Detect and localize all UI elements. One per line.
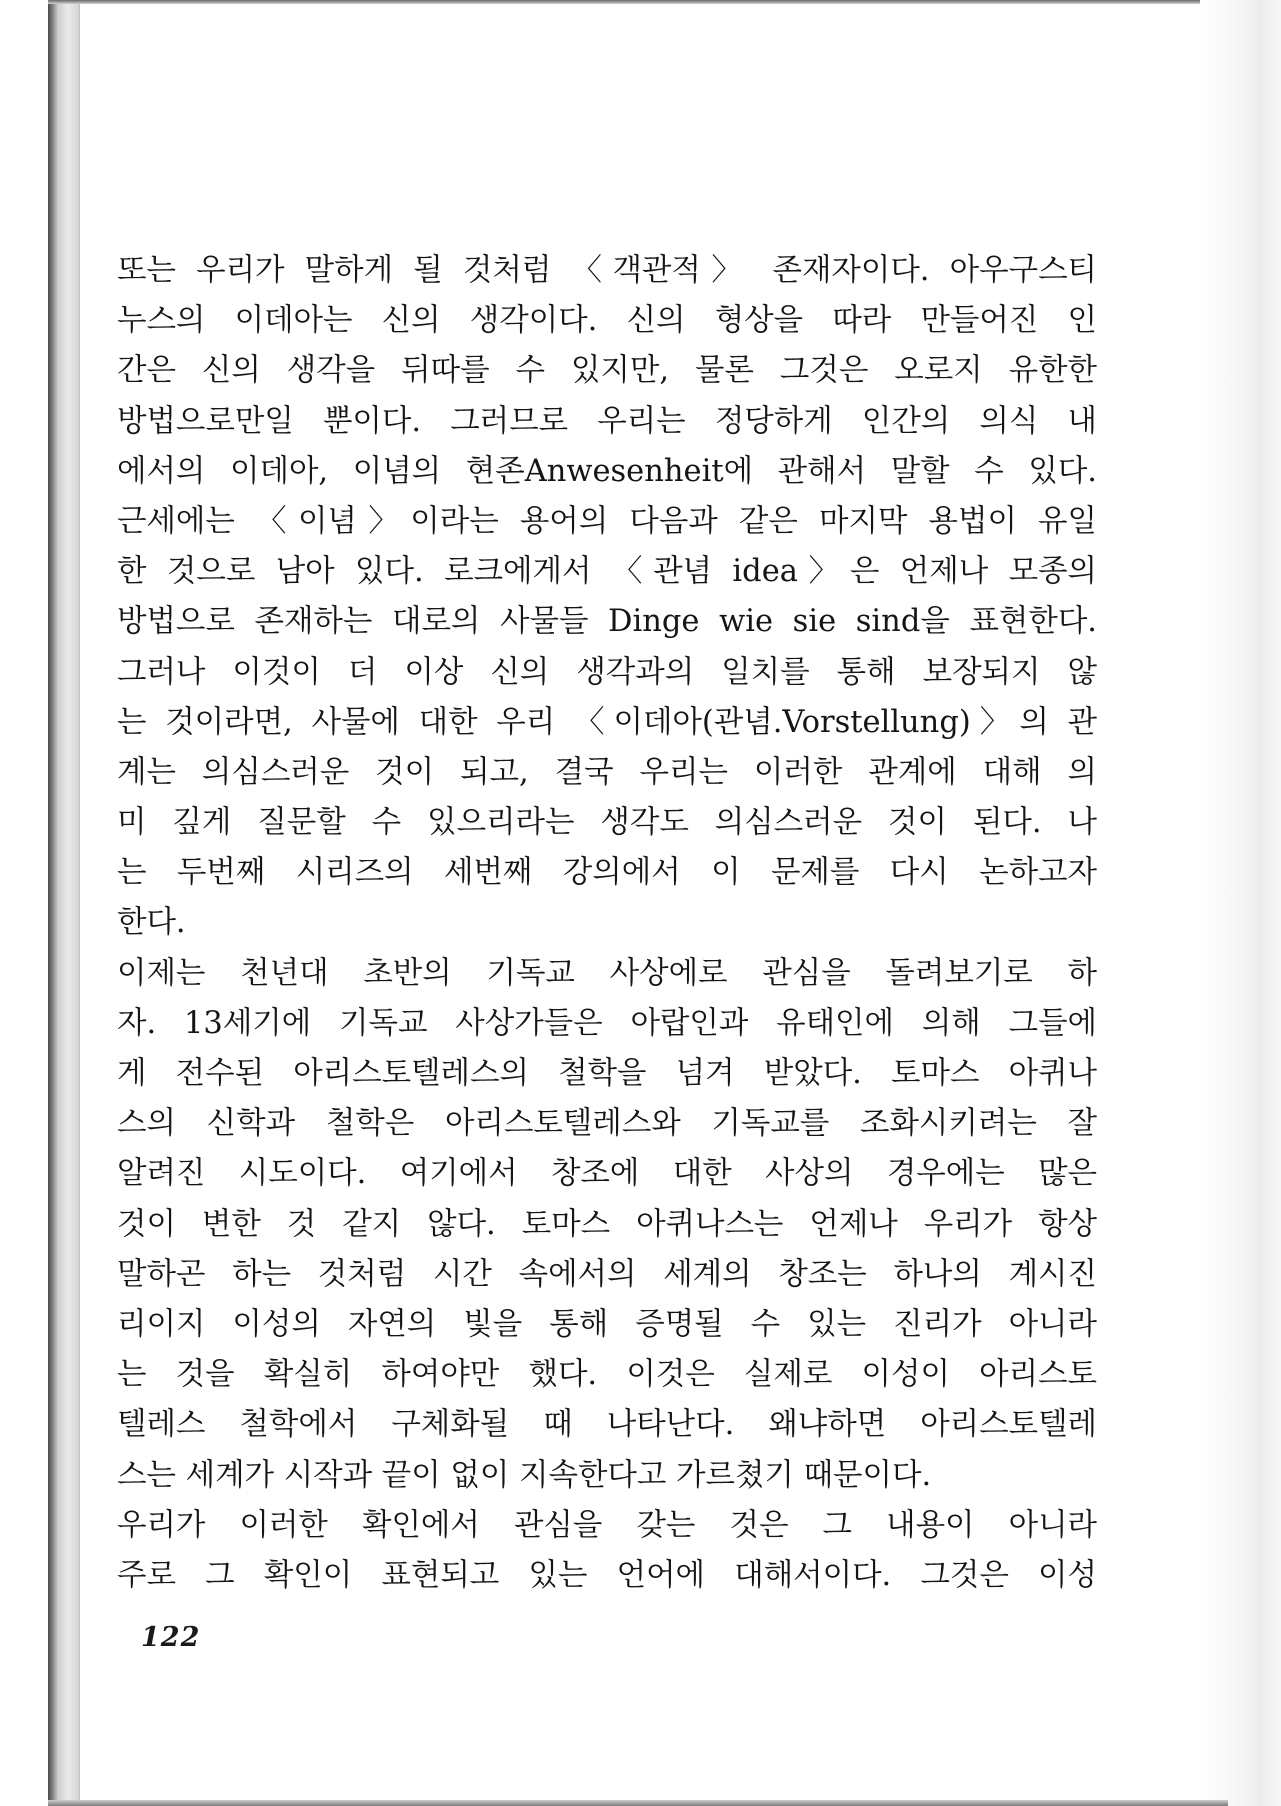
text-line: 근세에는 〈이념〉이라는 용어의 다음과 같은 마지막 용법이 유일 (117, 503, 1097, 539)
text-line: 계는 의심스러운 것이 되고, 결국 우리는 이러한 관계에 대해 의 (117, 754, 1097, 790)
text-line: 주로 그 확인이 표현되고 있는 언어에 대해서이다. 그것은 이성 (117, 1557, 1097, 1593)
text-line: 누스의 이데아는 신의 생각이다. 신의 형상을 따라 만들어진 인 (117, 303, 1097, 339)
text-line-paragraph-start: 이제는 천년대 초반의 기독교 사상에로 관심을 돌려보기로 하 (117, 955, 1097, 991)
text-line: 에서의 이데아, 이념의 현존Anwesenheit에 관해서 말할 수 있다. (117, 453, 1097, 489)
text-line: 간은 신의 생각을 뒤따를 수 있지만, 물론 그것은 오로지 유한한 (117, 353, 1097, 389)
text-line: 것이 변한 것 같지 않다. 토마스 아퀴나스는 언제나 우리가 항상 (117, 1206, 1097, 1242)
text-line: 미 깊게 질문할 수 있으리라는 생각도 의심스러운 것이 된다. 나 (117, 805, 1097, 841)
text-line: 한 것으로 남아 있다. 로크에게서 〈관념 idea〉은 언제나 모종의 (117, 554, 1097, 590)
text-line: 는 것을 확실히 하여야만 했다. 이것은 실제로 이성이 아리스토 (117, 1357, 1097, 1393)
text-line: 또는 우리가 말하게 될 것처럼 〈객관적〉 존재자이다. 아우구스티 (117, 253, 1097, 288)
body-text (117, 246, 1097, 1601)
text-line: 말하곤 하는 것처럼 시간 속에서의 세계의 창조는 하나의 계시진 (117, 1256, 1097, 1292)
text-line: 그러나 이것이 더 이상 신의 생각과의 일치를 통해 보장되지 않 (117, 654, 1097, 690)
text-line: 방법으로만일 뿐이다. 그러므로 우리는 정당하게 인간의 의식 내 (117, 403, 1097, 439)
text-line-paragraph-end: 한다. (117, 905, 186, 941)
text-line: 자. 13세기에 기독교 사상가들은 아랍인과 유태인에 의해 그들에 (117, 1005, 1097, 1041)
text-line: 텔레스 철학에서 구체화될 때 나타난다. 왜냐하면 아리스토텔레 (117, 1407, 1097, 1443)
text-line: 는 것이라면, 사물에 대한 우리 〈이데아(관념.Vorstellung)〉의 관 (117, 704, 1097, 740)
book-bottom-edge (48, 1800, 1228, 1806)
text-line-paragraph-start: 우리가 이러한 확인에서 관심을 갖는 것은 그 내용이 아니라 (117, 1507, 1097, 1543)
book-spine-edge (48, 0, 80, 1806)
page-number: 122 (141, 1622, 201, 1653)
text-line: 스의 신학과 철학은 아리스토텔레스와 기독교를 조화시키려는 잘 (117, 1106, 1097, 1142)
text-line: 방법으로 존재하는 대로의 사물들 Dinge wie sie sind을 표현한다. (117, 604, 1097, 640)
text-line-paragraph-end: 스는 세계가 시작과 끝이 없이 지속한다고 가르쳤기 때문이다. (117, 1457, 932, 1493)
text-line: 는 두번째 시리즈의 세번째 강의에서 이 문제를 다시 논하고자 (117, 855, 1097, 891)
text-line: 리이지 이성의 자연의 빛을 통해 증명될 수 있는 진리가 아니라 (117, 1306, 1097, 1342)
text-line: 알려진 시도이다. 여기에서 창조에 대한 사상의 경우에는 많은 (117, 1156, 1097, 1192)
text-line: 게 전수된 아리스토텔레스의 철학을 넘겨 받았다. 토마스 아퀴나 (117, 1056, 1097, 1091)
page-right-shadow (1200, 0, 1281, 1806)
